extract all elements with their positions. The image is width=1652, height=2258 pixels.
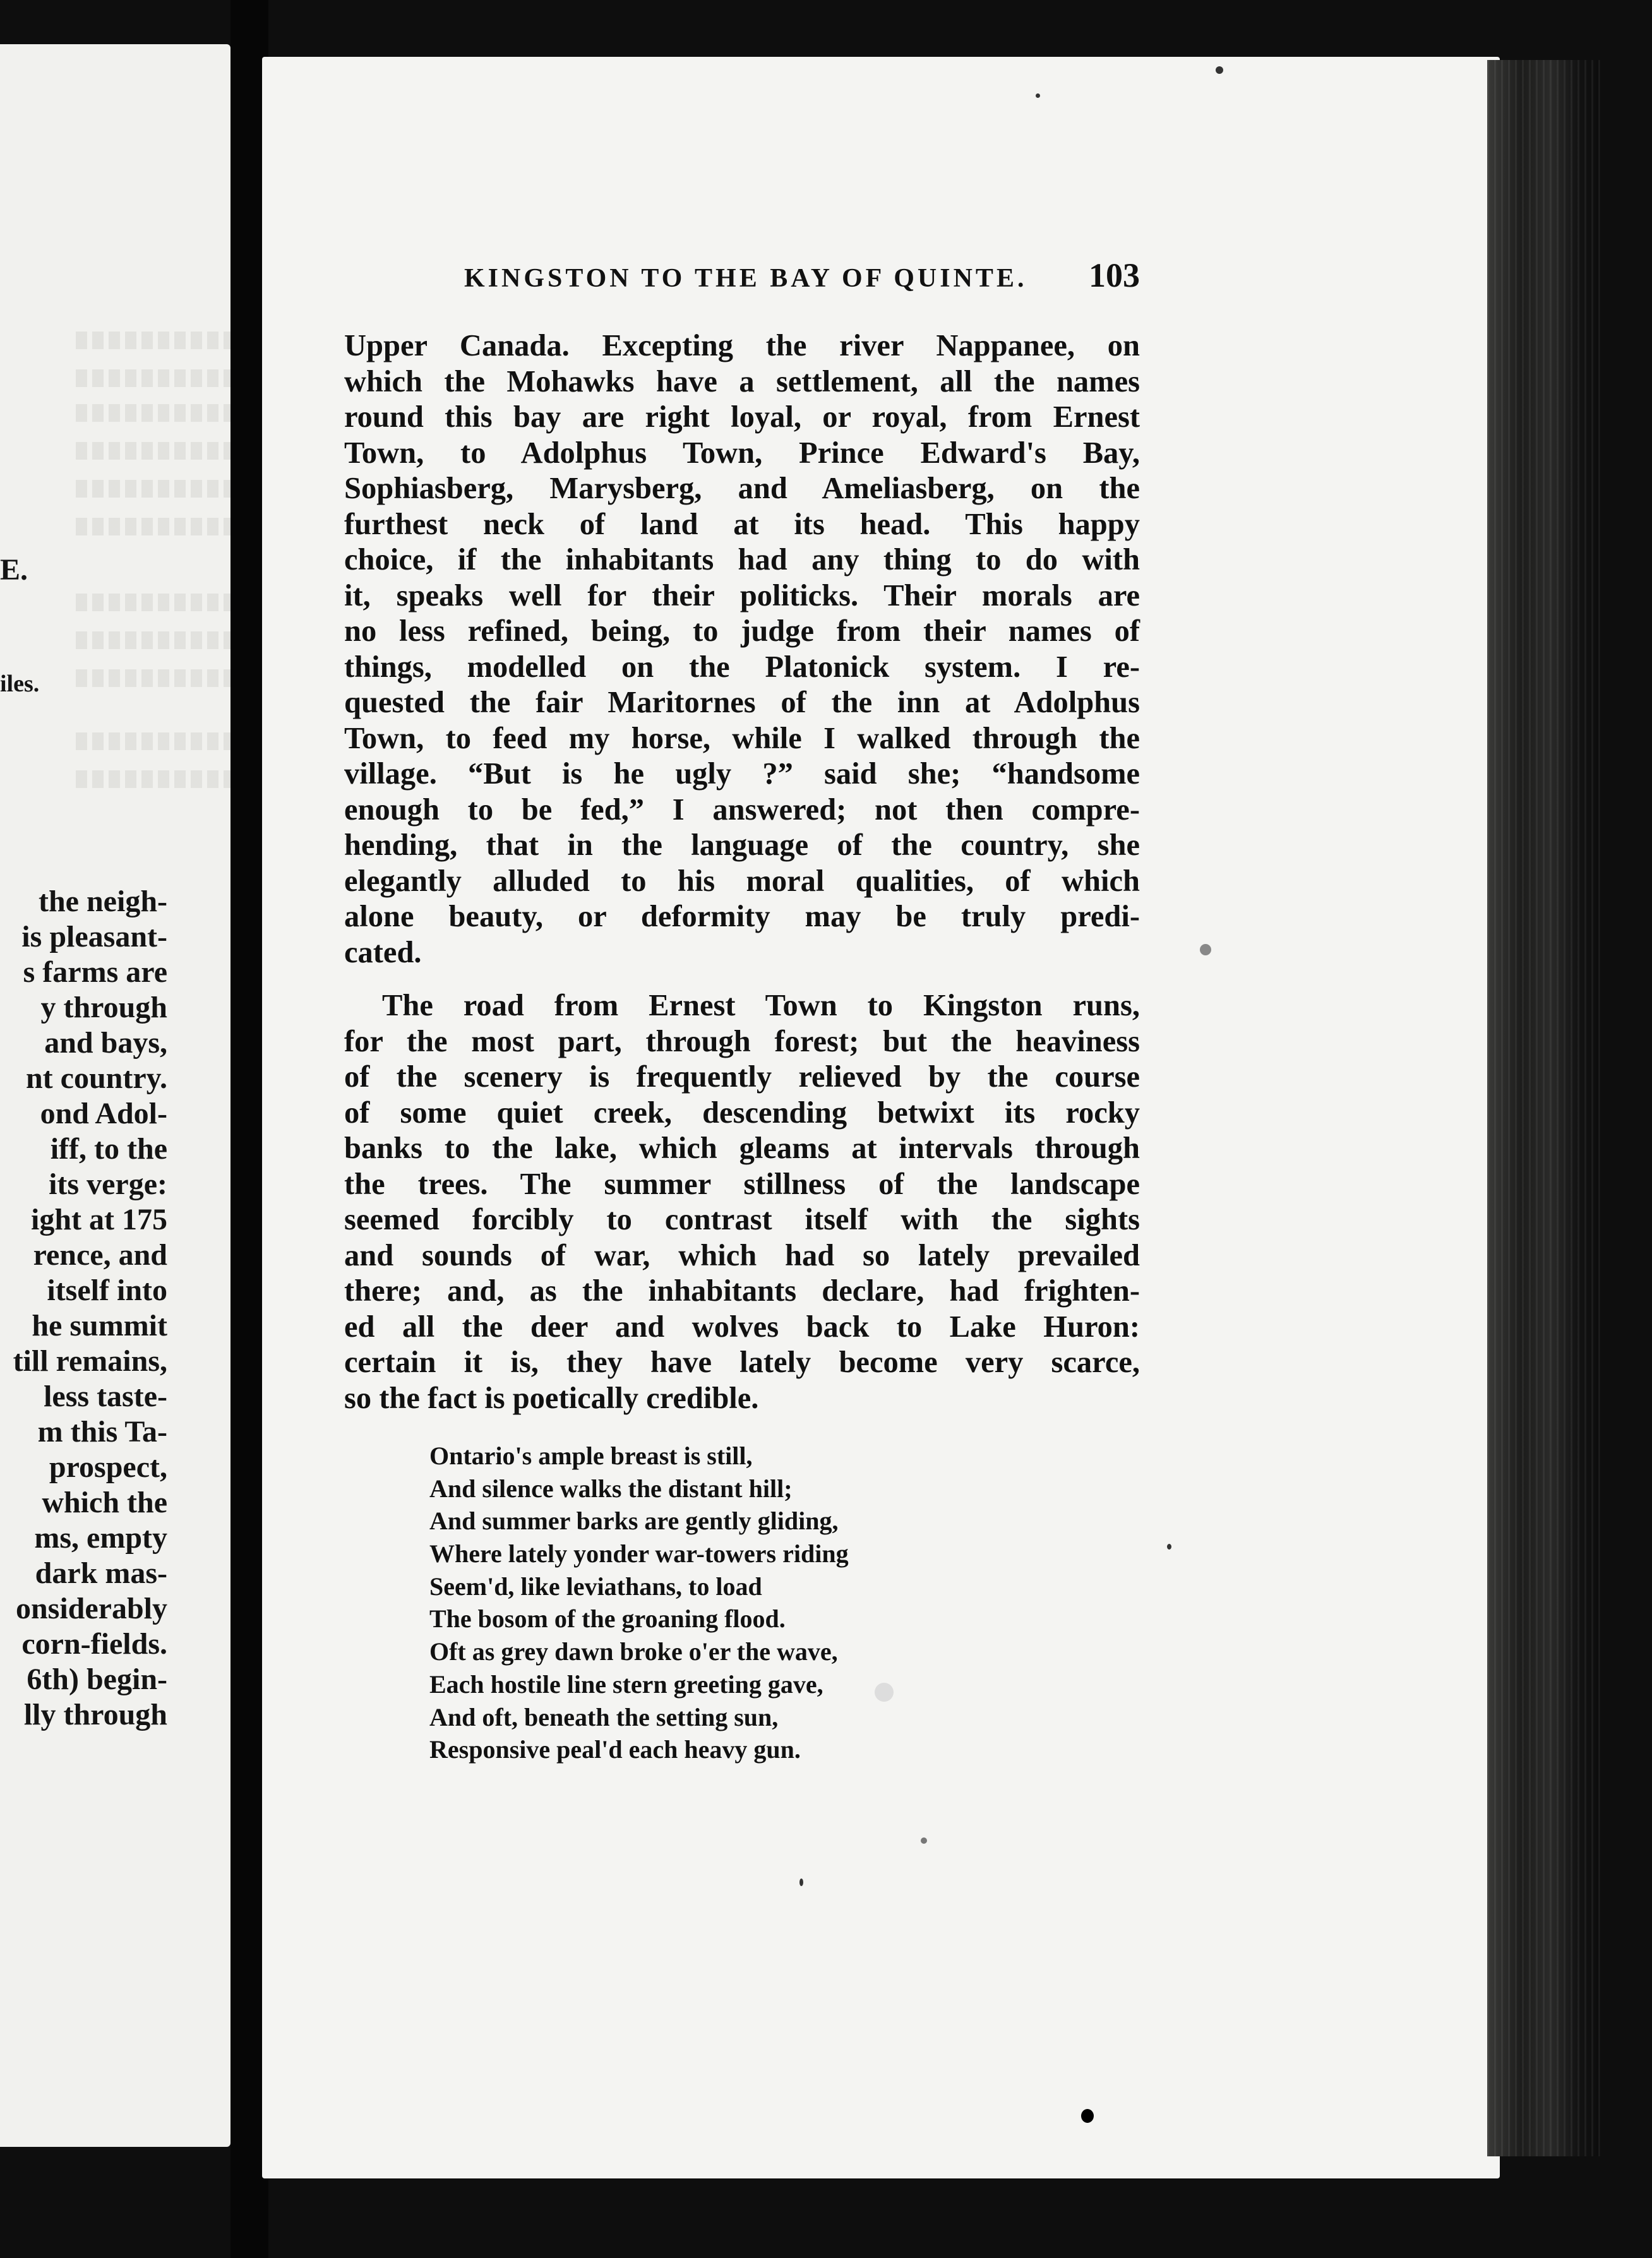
body-line: seemed forcibly to contrast itself with the sights [344,1203,1140,1236]
bleed-through-line [76,369,230,387]
page-header [464,256,1140,306]
bleed-through-line [76,732,230,750]
body-line: which the Mohawks have a settlement, all the names [344,364,1140,398]
left-page-line: nt country. [25,1061,167,1095]
left-page-line: onsiderably [15,1592,167,1625]
poem [429,1440,849,1766]
left-page-text [0,884,230,1733]
left-page-line: is pleasant- [21,920,167,953]
left-page-line: s farms are [23,955,167,989]
page-edge [1487,60,1601,2156]
left-page-line: rence, and [33,1238,167,1272]
scan-speck [1216,66,1223,74]
left-page-line: ight at 175 [31,1203,167,1236]
body-line: Sophiasberg, Marysberg, and Ameliasberg, on the [344,472,1140,505]
poem-line: The bosom of the groaning flood. [429,1604,786,1634]
left-page-fragment-iles: iles. [0,671,40,697]
left-page-line: ms, empty [34,1521,167,1555]
scan-speck [1200,944,1211,955]
body-line: The road from Ernest Town to Kingston runs, [382,989,1140,1022]
poem-line: Seem'd, like leviathans, to load [429,1572,762,1601]
body-line: for the most part, through forest; but the heaviness [344,1024,1140,1058]
poem-line: And oft, beneath the setting sun, [429,1702,779,1731]
scan-speck [1081,2109,1094,2123]
bleed-through-line [76,669,230,687]
poem-line: Ontario's ample breast is still, [429,1442,753,1470]
body-line: of some quiet creek, descending betwixt its rocky [344,1096,1140,1130]
body-line: the trees. The summer stillness of the landscape [344,1167,1140,1201]
paragraph-gap [344,971,1140,988]
scan-speck [1036,93,1040,98]
body-line: banks to the lake, which gleams at intervals through [344,1132,1140,1165]
body-line: ed all the deer and wolves back to Lake Huron: [344,1310,1140,1344]
body-line: and sounds of war, which had so lately prevailed [344,1238,1140,1272]
body-line: village. “But is he ugly ?” said she; “handsome [344,757,1140,791]
poem-line: Responsive peal'd each heavy gun. [429,1735,801,1764]
body-line: certain it is, they have lately become very scarce, [344,1346,1140,1379]
body-line: of the scenery is frequently relieved by the course [344,1060,1140,1094]
left-page-line: ond Adol- [40,1097,167,1130]
body-line: Town, to Adolphus Town, Prince Edward's Bay, [344,436,1140,470]
bleed-through-line [76,332,230,349]
body-line: Upper Canada. Excepting the river Nappanee, on [344,329,1140,362]
scan-speck [875,1683,894,1702]
body-line: so the fact is poetically credible. [344,1381,759,1415]
body-line: round this bay are right loyal, or royal, from Ernest [344,400,1140,434]
body-line: it, speaks well for their politicks. Their morals are [344,578,1140,612]
running-head: KINGSTON TO THE BAY OF QUINTE. [464,264,1027,293]
left-page-line: itself into [47,1274,167,1307]
body-line: cated. [344,935,422,969]
left-page-fragment-e: E. [0,553,28,587]
poem-line: And summer barks are gently gliding, [429,1507,839,1536]
left-page-line: less taste- [44,1380,167,1413]
left-page-line: 6th) begin- [27,1663,167,1696]
bleed-through-line [76,770,230,788]
scan-speck [921,1837,927,1844]
left-page-line: prospect, [49,1450,167,1484]
left-page-line: dark mas- [35,1556,167,1590]
left-page-line: he summit [32,1309,167,1342]
body-line: choice, if the inhabitants had any thing to do with [344,543,1140,576]
body-line: Town, to feed my horse, while I walked through the [344,721,1140,755]
bleed-through-line [76,594,230,611]
left-page-line: till remains, [13,1344,167,1378]
poem-line: Where lately yonder war-towers riding [429,1539,849,1568]
body-line: things, modelled on the Platonick system. I re- [344,650,1140,684]
left-page-line: and bays, [44,1026,167,1060]
left-facing-page [0,44,230,2147]
left-page-line: iff, to the [50,1132,167,1166]
page-number: 103 [1089,256,1140,294]
left-page-line: which the [42,1486,167,1519]
scan-speck [1167,1544,1171,1550]
bleed-through-line [76,631,230,649]
left-page-line: lly through [23,1698,167,1731]
poem-line: And silence walks the distant hill; [429,1474,793,1503]
poem-line: Each hostile line stern greeting gave, [429,1670,823,1699]
left-page-line: the neigh- [39,885,167,918]
page-edge-texture [1487,60,1601,2156]
body-text [344,328,1140,1416]
poem-line: Oft as grey dawn broke o'er the wave, [429,1637,838,1666]
body-line: there; and, as the inhabitants declare, had frighten- [344,1274,1140,1308]
left-page-line: its verge: [49,1168,167,1201]
body-line: elegantly alluded to his moral qualities, of which [344,864,1140,898]
body-line: no less refined, being, to judge from their names of [344,614,1140,648]
bleed-through-line [76,480,230,498]
bleed-through-line [76,442,230,460]
body-line: hending, that in the language of the country, she [344,828,1140,862]
left-page-line: corn-fields. [21,1627,167,1661]
body-line: furthest neck of land at its head. This happy [344,507,1140,541]
body-line: enough to be fed,” I answered; not then compre- [344,792,1140,827]
left-page-line: m this Ta- [37,1415,167,1449]
body-line: quested the fair Maritornes of the inn at Adolphus [344,686,1140,719]
scan-speck [799,1879,803,1886]
body-line: alone beauty, or deformity may be truly predi- [344,900,1140,933]
bleed-through-line [76,518,230,535]
left-page-line: y through [40,991,167,1024]
bleed-through-line [76,404,230,422]
